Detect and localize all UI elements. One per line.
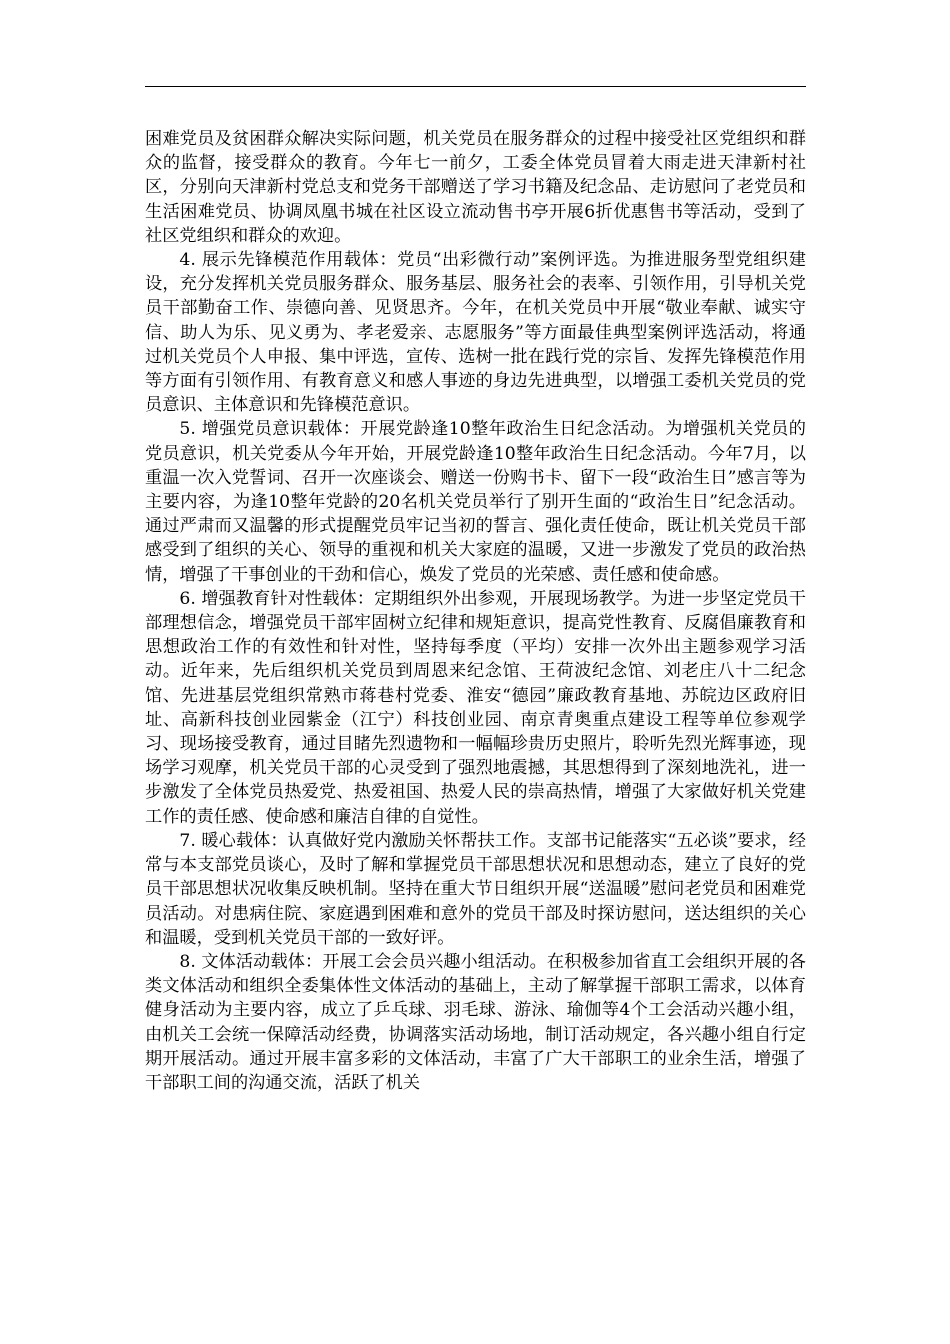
paragraph-text: 在积极参加省直工会组织开展的各类文体活动和组织全委集体性文体活动的基础上，主动了解掌握干部职工需求，以体育健身活动为主要内容，成立了乒乓球、羽毛球、游泳、瑜伽等4个工会活动兴趣小组，由机关工会统一保障活动经费，协调落实活动场地，制订活动规定，各兴趣小组自行定期开展活动。通过开展丰富多彩的文体活动，丰富了广大干部职工的业余生活，增强了干部职工间的沟通交流，活跃了机关 [145,951,806,1093]
paragraph-continued [145,127,806,248]
paragraph-heading: 6. 增强教育针对性载体：定期组织外出参观，开展现场教学。 [179,588,651,609]
paragraph-heading: 4. 展示先锋模范作用载体：党员“出彩微行动”案例评选。 [179,250,629,271]
document-body [145,127,806,1095]
paragraph-text: 困难党员及贫困群众解决实际问题，机关党员在服务群众的过程中接受社区党组织和群众的监督，接受群众的教育。今年七一前夕，工委全体党员冒着大雨走进天津新村社区，分别向天津新村党总支和党务干部赠送了学习书籍及纪念品、走访慰问了老党员和生活困难党员、协调凤凰书城在社区设立流动售书亭开展6折优惠售书等活动，受到了社区党组织和群众的欢迎。 [145,129,806,246]
paragraph-item-7 [145,829,806,950]
paragraph-item-5 [145,417,806,586]
paragraph-heading: 7. 暖心载体：认真做好党内激励关怀帮扶工作。 [179,830,547,851]
paragraph-text: 为进一步坚定党员干部理想信念，增强党员干部牢固树立纪律和规矩意识，提高党性教育、反腐倡廉教育和思想政治工作的有效性和针对性，坚持每季度（平均）安排一次外出主题参观学习活动。近年来，先后组织机关党员到周恩来纪念馆、王荷波纪念馆、刘老庄八十二纪念馆、先进基层党组织常熟市蒋巷村党委、淮安“德园”廉政教育基地、苏皖边区政府旧址、高新科技创业园紫金（江宁）科技创业园、南京青奥重点建设工程等单位参观学习、现场接受教育，通过目睹先烈遗物和一幅幅珍贵历史照片，聆听先烈光辉事迹，现场学习观摩，机关党员干部的心灵受到了强烈地震撼，其思想得到了深刻地洗礼，进一步激发了全体党员热爱党、热爱祖国、热爱人民的崇高热情，增强了大家做好机关党建工作的责任感、使命感和廉洁自律的自觉性。 [145,588,806,827]
paragraph-text: 为推进服务型党组织建设，充分发挥机关党员服务群众、服务基层、服务社会的表率、引领作用，引导机关党员干部勤奋工作、崇德向善、见贤思齐。今年，在机关党员中开展“敬业奉献、诚实守信、助人为乐、见义勇为、孝老爱亲、志愿服务”等方面最佳典型案例评选活动，将通过机关党员个人申报、集中评选，宣传、选树一批在践行党的宗旨、发挥先锋模范作用等方面有引领作用、有教育意义和感人事迹的身边先进典型，以增强工委机关党员的党员意识、主体意识和先锋模范意识。 [145,250,806,416]
paragraph-item-6 [145,587,806,829]
paragraph-item-4 [145,248,806,417]
paragraph-text: 支部书记能落实“五必谈”要求，经常与本支部党员谈心，及时了解和掌握党员干部思想状况和思想动态，建立了良好的党员干部思想状况收集反映机制。坚持在重大节日组织开展“送温暖”慰问老党员和困难党员活动。对患病住院、家庭遇到困难和意外的党员干部及时探访慰问，送达组织的关心和温暖，受到机关党员干部的一致好评。 [145,830,806,948]
paragraph-text: 为增强机关党员的党员意识，机关党委从今年开始，开展党龄逢10整年政治生日纪念活动。今年7月，以重温一次入党誓词、召开一次座谈会、赠送一份购书卡、留下一段“政治生日”感言等为主要内容，为逢10整年党龄的20名机关党员举行了别开生面的“政治生日”纪念活动。通过严肃而又温馨的形式提醒党员牢记当初的誓言、强化责任使命，既让机关党员干部感受到了组织的关心、领导的重视和机关大家庭的温暖，又进一步激发了党员的政治热情，增强了干事创业的干劲和信心，焕发了党员的光荣感、责任感和使命感。 [145,419,806,585]
paragraph-heading: 8. 文体活动载体：开展工会会员兴趣小组活动。 [179,951,547,972]
header-rule [145,86,806,87]
paragraph-heading: 5. 增强党员意识载体：开展党龄逢10整年政治生日纪念活动。 [179,419,666,440]
paragraph-item-8 [145,950,806,1095]
